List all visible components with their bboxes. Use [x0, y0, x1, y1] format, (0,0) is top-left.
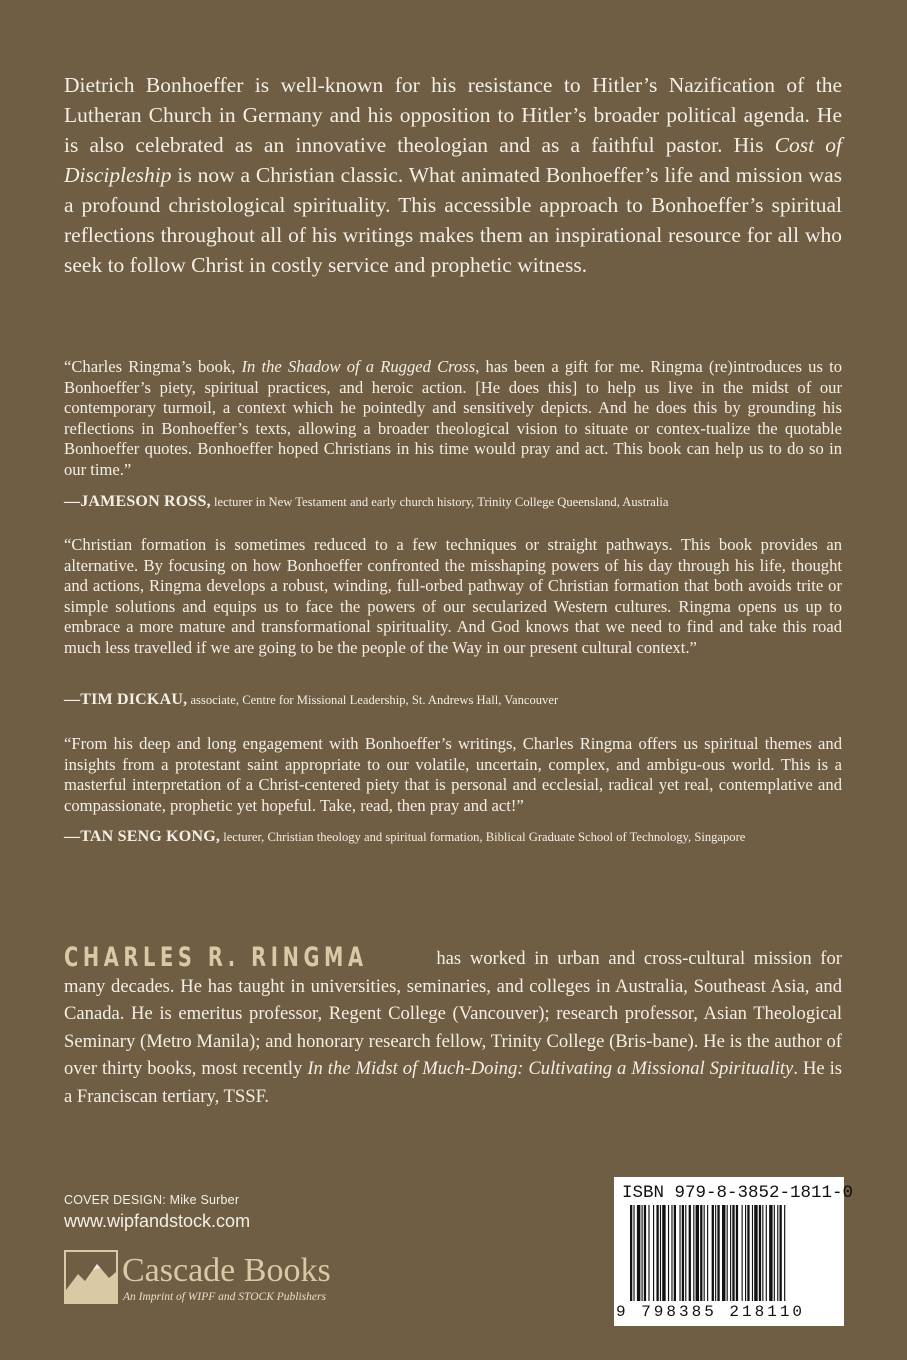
barcode-bar [685, 1205, 686, 1301]
bio-part1: has worked in urban and cross-cultural mission for many decades. He has taught in universities, seminaries, and colleges in Australia, Southeast Asia, and Canada. He is emeritus professor, Regent College (Vancouver); research professor, Asian Theological Seminary (Metro Manila); and honorary research fellow, Trinity College (Bris-bane). He is the author of over thirty books, most recently [64, 948, 842, 1079]
barcode-bar [722, 1205, 725, 1301]
barcode-bar [656, 1205, 658, 1301]
barcode-bar [671, 1205, 672, 1301]
blurb-book-title: Cost of Discipleship [64, 133, 843, 187]
bio-part2: . He is a Franciscan tertiary, TSSF. [64, 1058, 843, 1107]
barcode-bar [752, 1205, 753, 1301]
quote-text: “Christian formation is sometimes reduced to a few techniques or straight pathways. This book provides an alternative. By focusing on how Bonhoeffer confronted the misshaping powers of his day through his life, thought and actions, Ringma develops a robust, winding, full-orbed pathway of Christian formation that both avoids trite or simple solutions and equips us to face the powers of our secularized Western cultures. Ringma opens us up to embrace a more mature and transformational spirituality. And God knows that we need to find and take this road much less travelled if we are going to be the people of the Way in our present cultural context.” [64, 535, 842, 657]
blurb-part2: is now a Christian classic. What animated Bonhoeffer’s life and mission was a profound christological spirituality. This accessible approach to Bonhoeffer’s spiritual reflections throughout all of his writings makes them an inspirational resource for all who seek to follow Christ in costly service and prophetic witness. [64, 163, 842, 277]
barcode-bar [653, 1205, 654, 1301]
quote-book-title: In the Shadow of a Rugged Cross [241, 357, 476, 376]
barcode-bar [762, 1205, 763, 1301]
isbn-barcode [614, 1177, 854, 1326]
quote-text: , has been a gift for me. Ringma (re)introduces us to Bonhoeffer’s piety, spiritual practices, and heroic action. [He does this] to help us live in the midst of our contemporary turmoil, a context which he pointedly and sensitively depicts. And he does this by grounding his reflections in Bonhoeffer’s texts, allowing a broader theological vision to situate or contex-tualize the quotable Bonhoeffer quotes. Bonhoeffer hoped Christians in his time would pray and act. This book can help us to do so in our time.” [64, 357, 842, 479]
publisher-subtitle: An Imprint of WIPF and STOCK Publishers [123, 1291, 326, 1303]
barcode-bar [745, 1205, 746, 1301]
publisher-logo [64, 1250, 394, 1310]
barcode-bar [742, 1205, 743, 1301]
barcode-bar [689, 1205, 691, 1301]
quote-text: “Charles Ringma’s book, [64, 357, 242, 376]
author-name: CHARLES R. RINGMA [64, 942, 368, 973]
barcode-bar [630, 1205, 632, 1301]
isbn-label: ISBN 979-8-3852-1811-0 [622, 1183, 854, 1203]
endorser-role: lecturer in New Testament and early church history, Trinity College Queensland, Australia [210, 495, 669, 509]
barcode-bar [696, 1205, 699, 1301]
barcode-bar [668, 1205, 669, 1301]
endorsement-quote-2 [64, 535, 842, 659]
barcode-bar [780, 1205, 782, 1301]
endorsement-attribution-1 [64, 494, 864, 510]
barcode-bar [679, 1205, 680, 1301]
barcode-bar [704, 1205, 705, 1301]
endorser-name: —JAMESON ROSS, [64, 493, 211, 510]
author-bio [64, 944, 842, 1110]
cover-design-credit: COVER DESIGN: Mike Surber [64, 1193, 240, 1207]
barcode-bar [633, 1205, 634, 1301]
barcode-bar [707, 1205, 708, 1301]
endorser-role: associate, Centre for Missional Leadership, St. Andrews Hall, Vancouver [187, 693, 559, 707]
barcode-bar [747, 1205, 749, 1301]
barcode-bar [774, 1205, 775, 1301]
barcode-bar [759, 1205, 761, 1301]
barcode-bars [620, 1205, 838, 1305]
barcode-bar [642, 1205, 643, 1301]
endorsement-quote-3 [64, 734, 842, 816]
quote-text: “From his deep and long engagement with Bonhoeffer’s writings, Charles Ringma offers us spiritual themes and insights from a protestant saint appropriate to our volatile, uncertain, complex, and ambigu-ous world. This is a masterful interpretation of a Christ-centered piety that is personal and ecclesial, radical yet real, contemplative and compassionate, prophetic yet hopeful. Take, read, then pray and act!” [64, 734, 842, 815]
barcode-bar [660, 1205, 661, 1301]
barcode-bar [736, 1205, 738, 1301]
endorsement-attribution-3 [64, 829, 864, 845]
barcode-bar [682, 1205, 684, 1301]
endorsement-quote-1 [64, 357, 842, 481]
barcode-bar [730, 1205, 731, 1301]
barcode-bar [644, 1205, 646, 1301]
barcode-bar [662, 1205, 665, 1301]
bio-book-title: In the Midst of Much-Doing: Cultivating a Missional Spirituality [307, 1058, 794, 1079]
barcode-bar [717, 1205, 719, 1301]
endorsement-attribution-2 [64, 692, 864, 708]
publisher-name: Cascade Books [122, 1252, 331, 1289]
barcode-bar [674, 1205, 676, 1301]
publisher-website: www.wipfandstock.com [64, 1211, 251, 1231]
barcode-bar [727, 1205, 728, 1301]
barcode-bar [769, 1205, 772, 1301]
barcode-bar [712, 1205, 714, 1301]
mountain-logo-icon [64, 1250, 118, 1304]
barcode-bar [732, 1205, 734, 1301]
barcode-bar [693, 1205, 694, 1301]
barcode-bar [754, 1205, 757, 1301]
barcode-bar [637, 1205, 640, 1301]
barcode-bar [700, 1205, 702, 1301]
barcode-bar [648, 1205, 649, 1301]
barcode-bar [777, 1205, 778, 1301]
barcode-bar [766, 1205, 767, 1301]
endorser-role: lecturer, Christian theology and spiritual formation, Biblical Graduate School of Technology, Singapore [220, 830, 746, 844]
blurb-part1: Dietrich Bonhoeffer is well-known for his resistance to Hitler’s Nazification of the Lutheran Church in Germany and his opposition to Hitler’s broader political agenda. He is also celebrated as an innovative theologian and as a faithful pastor. His [64, 73, 842, 157]
barcode-bar [784, 1205, 785, 1301]
barcode-bar [715, 1205, 716, 1301]
endorser-name: —TAN SENG KONG, [64, 828, 221, 845]
barcode-digits: 9 798385 218110 [616, 1303, 806, 1321]
endorser-name: —TIM DICKAU, [64, 691, 188, 708]
back-cover-blurb [64, 70, 842, 280]
